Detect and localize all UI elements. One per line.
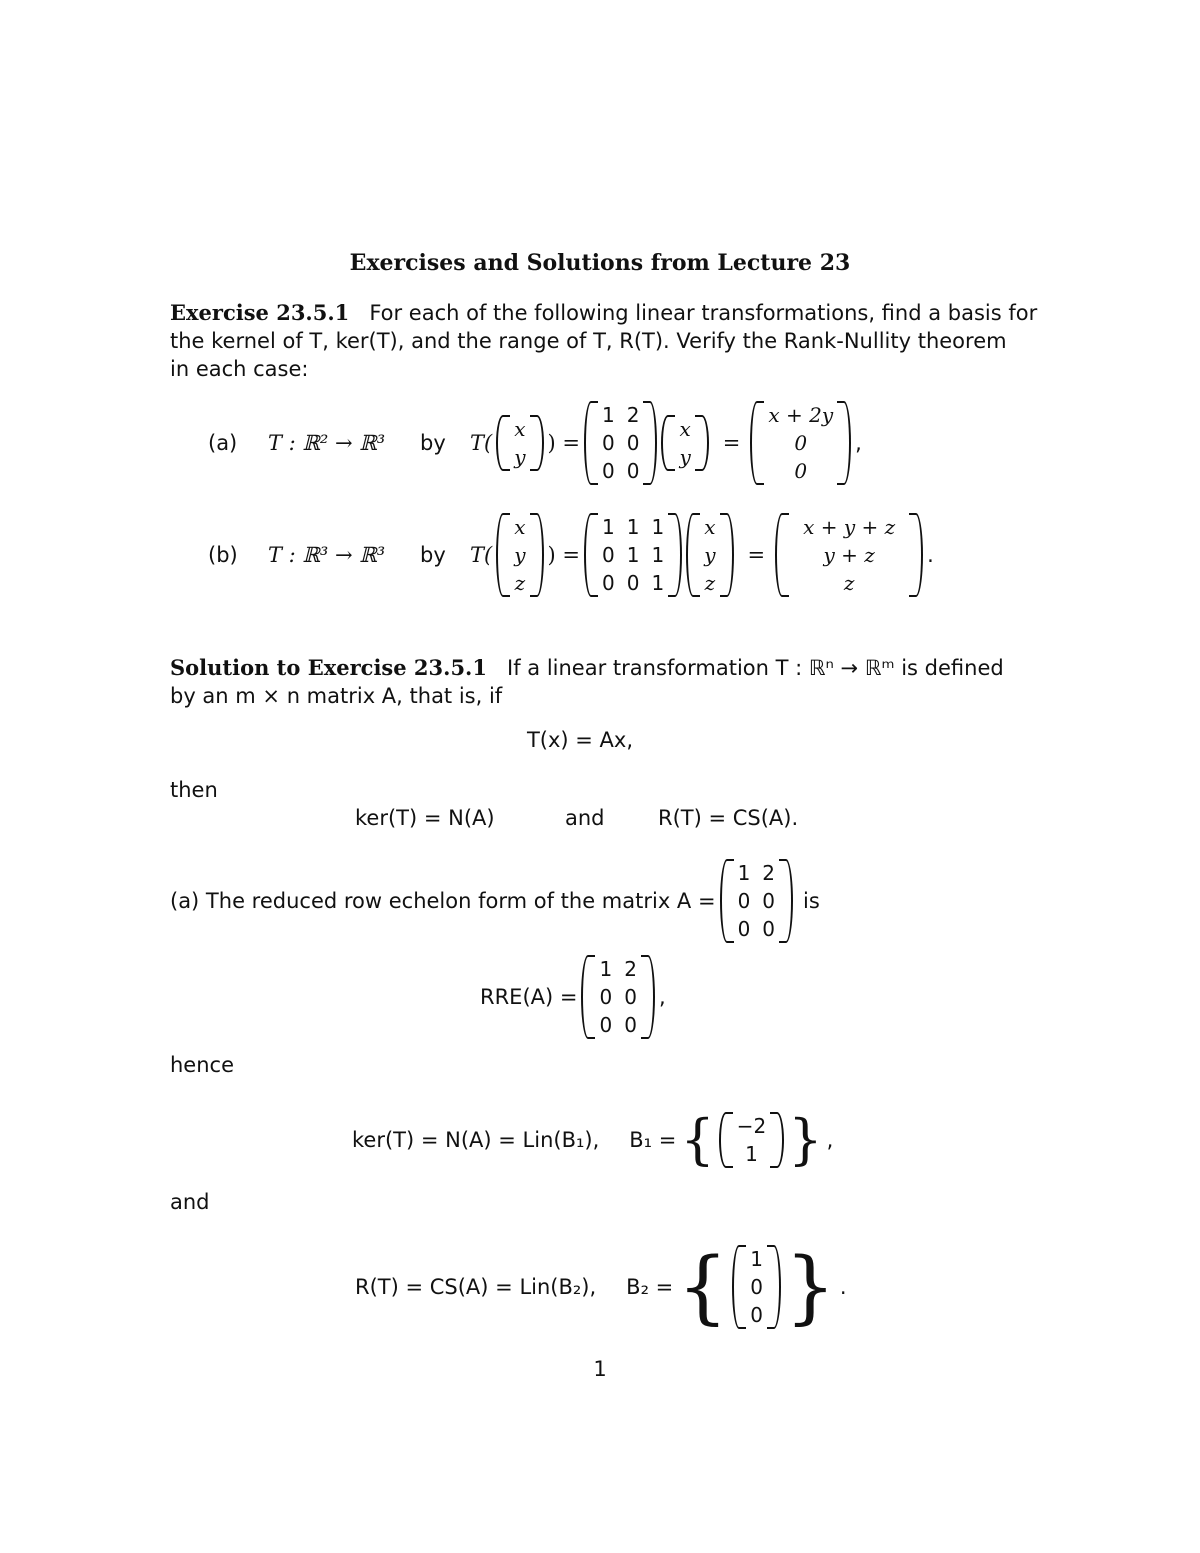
- matrix-cell: 0: [601, 571, 615, 595]
- exercise-b-equation: [208, 510, 938, 600]
- matrix-cell: 0: [626, 431, 640, 455]
- solution-label: Solution to Exercise 23.5.1: [170, 655, 487, 680]
- is-word: is: [803, 889, 820, 913]
- matrix-cell: z: [704, 571, 716, 595]
- matrix-cell: y + z: [823, 543, 875, 567]
- left-brace: {: [680, 1108, 715, 1171]
- matrix-cell: 0: [750, 1275, 763, 1299]
- exercise-b-map: T : ℝ³ → ℝ³: [268, 543, 386, 567]
- solution-line-2: by an m × n matrix A, that is, if: [170, 684, 503, 708]
- exercise-b-matrix: [584, 513, 682, 597]
- matrix-cell: 0: [794, 459, 808, 483]
- exercise-b-close-equals: ) =: [547, 543, 580, 567]
- b2-vector: [732, 1245, 781, 1329]
- matrix-cell: 0: [624, 1013, 637, 1037]
- matrix-cell: y: [514, 445, 526, 469]
- matrix-cell: 0: [599, 985, 613, 1009]
- exercise-b-T-open: T(: [470, 543, 493, 567]
- exercise-text-1: For each of the following linear transformations, find a basis for: [369, 301, 1038, 325]
- part-a-matrix-line: [170, 858, 824, 944]
- rre-line: [480, 954, 670, 1040]
- right-brace: }: [784, 1240, 836, 1333]
- matrix-cell: 1: [737, 861, 751, 885]
- matrix-cell: 0: [601, 459, 615, 483]
- page-title: Exercises and Solutions from Lecture 23: [349, 250, 851, 276]
- range-equation: R(T) = CS(A).: [658, 806, 799, 830]
- exercise-a-matrix: [584, 401, 657, 485]
- exercise-a-input-vector: [496, 415, 543, 471]
- equals-sign: =: [722, 431, 741, 455]
- matrix-cell: 0: [737, 889, 751, 913]
- matrix-cell: 1: [651, 571, 665, 595]
- kernel-basis-line: [352, 1110, 837, 1170]
- matrix-cell: 2: [624, 957, 637, 981]
- matrix-cell: 0: [737, 917, 751, 941]
- exercise-line-1: [170, 300, 1037, 325]
- solution-line-1: [170, 655, 1004, 680]
- matrix-cell: −2: [736, 1114, 767, 1138]
- matrix-cell: 1: [651, 543, 665, 567]
- exercise-b-by: by: [420, 543, 446, 567]
- right-brace: }: [788, 1108, 823, 1171]
- matrix-cell: 2: [626, 403, 640, 427]
- matrix-cell: 1: [599, 957, 613, 981]
- ker-equation: ker(T) = N(A): [355, 806, 495, 830]
- exercise-a-by: by: [420, 431, 446, 455]
- matrix-cell: 0: [626, 459, 640, 483]
- matrix-cell: 1: [745, 1142, 758, 1166]
- and-word-2: and: [170, 1190, 210, 1214]
- matrix-cell: 0: [624, 985, 637, 1009]
- rre-matrix: [581, 955, 654, 1039]
- matrix-cell: x: [514, 515, 526, 539]
- matrix-cell: 0: [601, 543, 615, 567]
- b1-end: ,: [826, 1128, 834, 1152]
- matrix-cell: z: [514, 571, 526, 595]
- page-number: 1: [593, 1357, 607, 1381]
- matrix-cell: x + y + z: [803, 515, 896, 539]
- matrix-cell: 1: [626, 543, 640, 567]
- exercise-a-T-open: T(: [470, 431, 493, 455]
- exercise-b-input-vector: [496, 513, 543, 597]
- kernel-lin-equation: ker(T) = N(A) = Lin(B₁),: [352, 1128, 600, 1152]
- matrix-cell: y: [679, 445, 691, 469]
- matrix-cell: 0: [762, 917, 776, 941]
- matrix-cell: x + 2y: [768, 403, 834, 427]
- matrix-cell: z: [843, 571, 855, 595]
- matrix-cell: y: [704, 543, 716, 567]
- exercise-line-3: in each case:: [170, 357, 309, 381]
- range-basis-line: [355, 1240, 851, 1333]
- matrix-cell: 1: [601, 515, 615, 539]
- matrix-cell: x: [679, 417, 691, 441]
- exercise-a-equation: [208, 398, 866, 488]
- matrix-cell: 1: [626, 515, 640, 539]
- part-a-matrix: [720, 859, 793, 943]
- exercise-a-label: (a): [208, 431, 238, 455]
- exercise-label: Exercise 23.5.1: [170, 300, 350, 325]
- matrix-cell: x: [704, 515, 716, 539]
- matrix-cell: 0: [599, 1013, 613, 1037]
- exercise-b-label: (b): [208, 543, 238, 567]
- b1-lhs: B₁ =: [629, 1128, 677, 1152]
- exercise-line-2: the kernel of T, ker(T), and the range of T, R(T). Verify the Rank-Nullity theorem: [170, 329, 1007, 353]
- matrix-cell: 1: [651, 515, 665, 539]
- matrix-cell: x: [514, 417, 526, 441]
- b2-lhs: B₂ =: [626, 1275, 674, 1299]
- matrix-cell: 0: [762, 889, 776, 913]
- exercise-a-result: [750, 401, 851, 485]
- and-word: and: [565, 806, 605, 830]
- rre-lhs: RRE(A) =: [480, 985, 578, 1009]
- exercise-b-end: .: [927, 543, 934, 567]
- hence-word: hence: [170, 1053, 235, 1077]
- matrix-cell: 0: [794, 431, 808, 455]
- b2-end: .: [839, 1275, 847, 1299]
- exercise-b-vector: [686, 513, 733, 597]
- equals-sign: =: [747, 543, 766, 567]
- b1-vector: [719, 1112, 784, 1168]
- left-brace: {: [677, 1240, 729, 1333]
- solution-text-1: If a linear transformation T : ℝⁿ → ℝᵐ is defined: [507, 656, 1004, 680]
- matrix-cell: 0: [601, 431, 615, 455]
- exercise-a-close-equals: ) =: [547, 431, 580, 455]
- matrix-cell: 1: [601, 403, 615, 427]
- range-lin-equation: R(T) = CS(A) = Lin(B₂),: [355, 1275, 597, 1299]
- equation-Tx-Ax: T(x) = Ax,: [526, 728, 634, 752]
- exercise-a-map: T : ℝ² → ℝ³: [268, 431, 386, 455]
- then-word: then: [170, 778, 218, 802]
- exercise-b-result: [775, 513, 923, 597]
- matrix-cell: 2: [762, 861, 776, 885]
- exercise-a-vector: [661, 415, 708, 471]
- exercise-a-end: ,: [855, 431, 862, 455]
- part-a-text: (a) The reduced row echelon form of the matrix A =: [170, 889, 716, 913]
- matrix-cell: 0: [750, 1303, 763, 1327]
- matrix-cell: 0: [626, 571, 640, 595]
- matrix-cell: y: [514, 543, 526, 567]
- rre-end: ,: [658, 985, 666, 1009]
- matrix-cell: 1: [750, 1247, 763, 1271]
